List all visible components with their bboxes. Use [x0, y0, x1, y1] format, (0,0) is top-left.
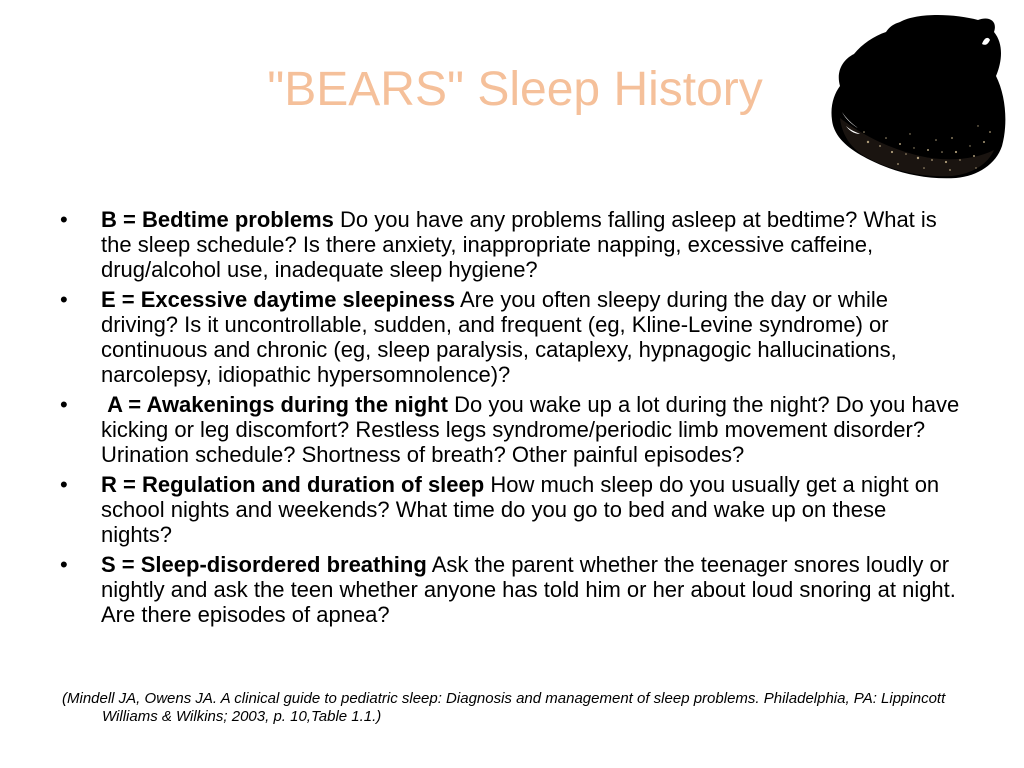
list-item-bedtime [60, 207, 960, 282]
bullet-term: R = Regulation and duration of sleep [101, 472, 485, 497]
bears-bullet-list [60, 207, 960, 632]
bullet-marker: • [60, 207, 68, 232]
bullet-term: E = Excessive daytime sleepiness [101, 287, 456, 312]
bullet-marker: • [60, 287, 68, 312]
bullet-marker: • [60, 552, 68, 577]
bullet-term: S = Sleep-disordered breathing [101, 552, 427, 577]
bullet-text: Do you have any problems falling asleep at bedtime? What is the sleep schedule? Is there anxiety, inappropriate napping, excessive caffeine, drug/alcohol use, inadequate sleep hygiene? [101, 207, 937, 282]
bullet-term: A = Awakenings during the night [101, 392, 448, 417]
citation-text: (Mindell JA, Owens JA. A clinical guide to pediatric sleep: Diagnosis and management of sleep problems. Philadelphia, PA: Lippincott Williams & Wilkins; 2003, p. 10,Table 1.1.) [62, 690, 946, 725]
list-item-excessive-sleepiness [60, 287, 960, 387]
list-item-awakenings [60, 392, 960, 467]
list-item-regulation [60, 472, 960, 547]
bullet-term: B = Bedtime problems [101, 207, 334, 232]
bullet-text: Do you wake up a lot during the night? Do you have kicking or leg discomfort? Restless legs syndrome/periodic limb movement disorder? Urination schedule? Shortness of breath? Other painful episodes? [101, 392, 960, 467]
slide-title: "BEARS" Sleep History [267, 63, 763, 116]
list-item-breathing [60, 552, 960, 627]
bullet-marker: • [60, 392, 68, 417]
bullet-text: How much sleep do you usually get a night on school nights and weekends? What time do you go to bed and wake up on these nights? [101, 472, 940, 547]
bullet-text: Are you often sleepy during the day or while driving? Is it uncontrollable, sudden, and frequent (eg, Kline-Levine syndrome) or continuous and chronic (eg, sleep paralysis, cataplexy, hypnagogic hallucinations, narcolepsy, idiopathic hypersomnolence)? [101, 287, 897, 387]
bullet-marker: • [60, 472, 68, 497]
sleeping-bear-image [828, 14, 1008, 182]
bullet-text: Ask the parent whether the teenager snores loudly or nightly and ask the teen whether anyone has told him or her about loud snoring at night. Are there episodes of apnea? [101, 552, 956, 627]
